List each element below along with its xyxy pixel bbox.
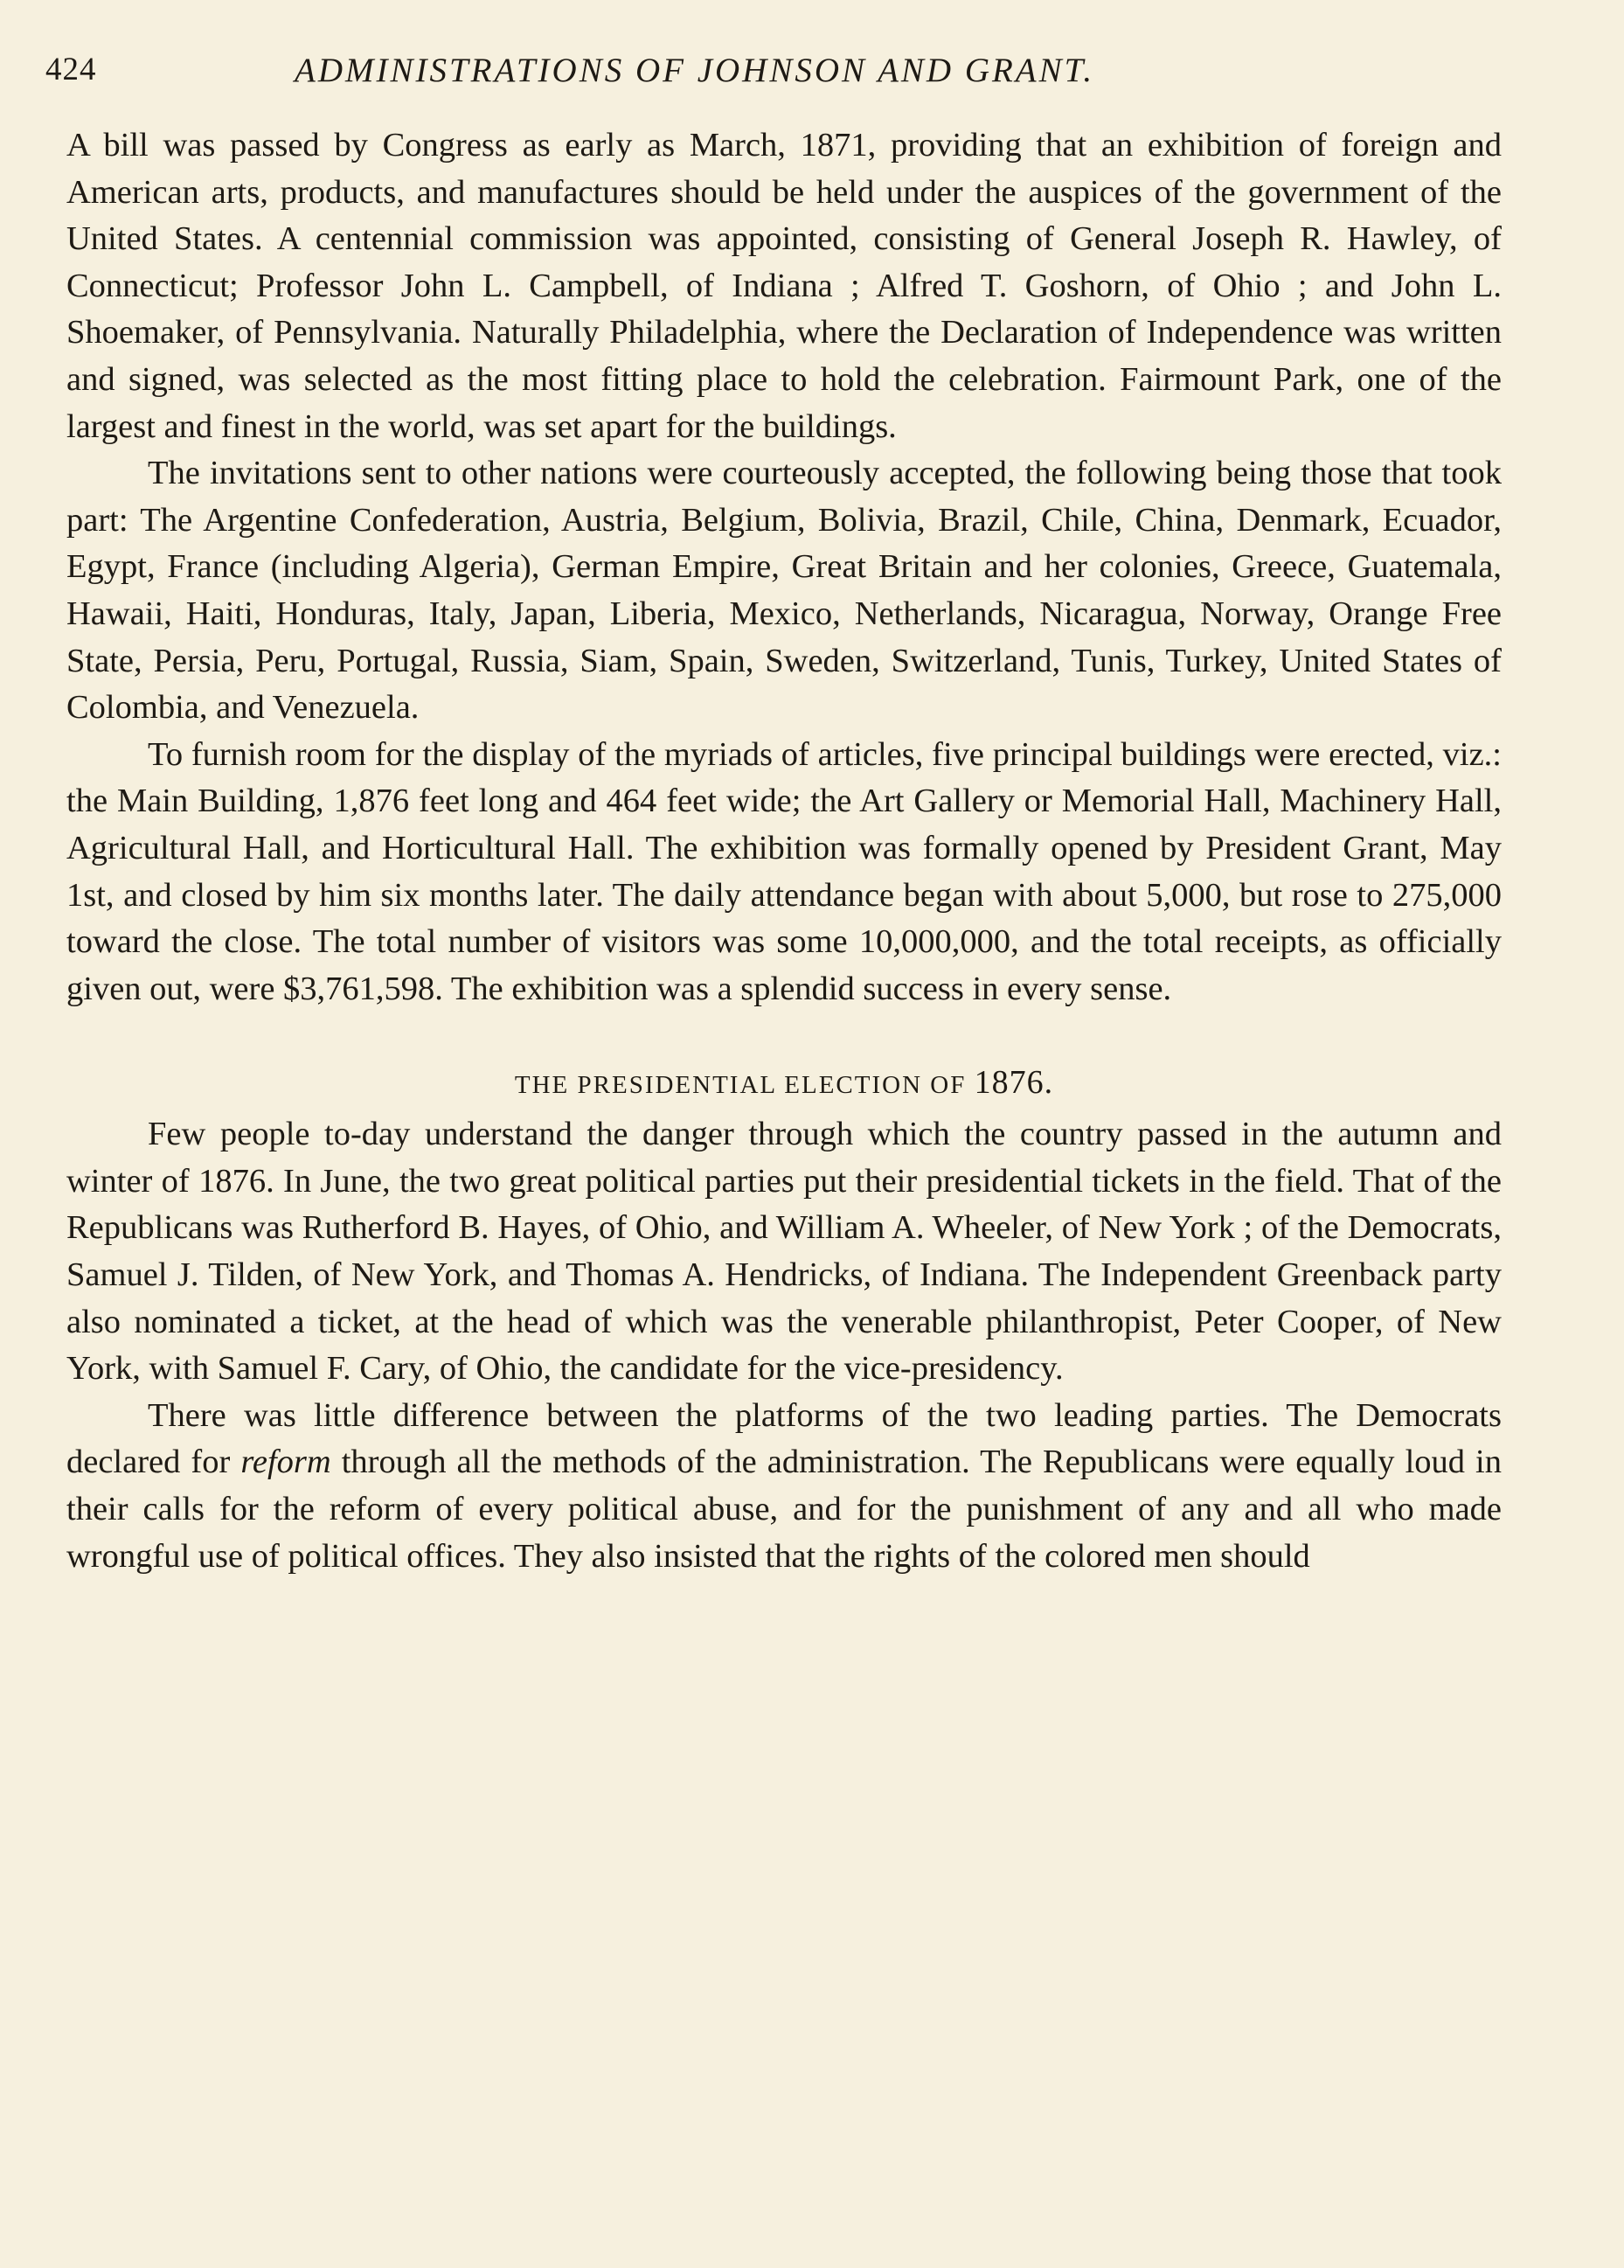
platforms-text-end: through all the methods of the administration. The Republicans were equally loud in their calls for the reform of every political abuse, and for the punishment of any and all who made wrongful use of political offices. They also insisted that the rights of the colored men should xyxy=(66,1444,1502,1575)
paragraph-exhibition-buildings: To furnish room for the display of the myriads of articles, five principal buildings were erected, viz.: the Main Building, 1,876 feet long and 464 feet wide; the Art Gallery or Memorial Hall, Machinery Hall, Agricultural Hall, and Horticultural Hall. The exhibition was formally opened by President Grant, May 1st, and closed by him six months later. The daily attendance began with about 5,000, but rose to 275,000 toward the close. The total number of visitors was some 10,000,000, and the total receipts, as officially given out, were $3,761,598. The exhibition was a splendid success in every sense. xyxy=(66,735,1502,1007)
page-header xyxy=(45,42,1514,103)
body-text xyxy=(66,122,1502,1580)
running-head: ADMINISTRATIONS OF JOHNSON AND GRANT. xyxy=(295,52,1095,89)
paragraph-centennial-bill: A bill was passed by Congress as early as March, 1871, providing that an exhibition of foreign and American arts, products, and manufactures should be held under the auspices of the government of the United States. A centennial commission was appointed, consisting of General Joseph R. Hawley, of Connecticut; Professor John L. Campbell, of Indiana ; Alfred T. Goshorn, of Ohio ; and John L. Shoemaker, of Pennsylvania. Naturally Philadelphia, where the Declaration of Independence was written and signed, was selected as the most fitting place to hold the celebration. Fairmount Park, one of the largest and finest in the world, was set apart for the buildings. xyxy=(66,127,1502,445)
section-heading-year: 1876. xyxy=(974,1064,1054,1102)
section-heading xyxy=(66,1065,1502,1103)
page-number: 424 xyxy=(45,52,97,87)
paragraph-participating-nations: The invitations sent to other nations were courteously accepted, the following being those that took part: The Argentine Confederation, Austria, Belgium, Bolivia, Brazil, Chile, China, Denmark, Ecuador, Egypt, France (including Algeria), German Empire, Great Britain and her colonies, Greece, Guatemala, Hawaii, Haiti, Honduras, Italy, Japan, Liberia, Mexico, Netherlands, Nicaragua, Norway, Orange Free State, Persia, Peru, Portugal, Russia, Siam, Spain, Sweden, Switzerland, Tunis, Turkey, United States of Colombia, and Venezuela. xyxy=(66,455,1502,727)
paragraph-election-tickets: Few people to-day understand the danger through which the country passed in the autumn and winter of 1876. In June, the two great political parties put their presidential tickets in the field. That of the Republicans was Rutherford B. Hayes, of Ohio, and William A. Wheeler, of New York ; of the Democrats, Samuel J. Tilden, of New York, and Thomas A. Hendricks, of Indiana. The Independent Greenback party also nominated a ticket, at the head of which was the venerable philanthropist, Peter Cooper, of New York, with Samuel F. Cary, of Ohio, the candidate for the vice-presidency. xyxy=(66,1116,1502,1388)
platforms-text-start: There was little difference between the platforms of the two leading parties. The Democrats declared for xyxy=(66,1396,1502,1481)
section-heading-text: THE PRESIDENTIAL ELECTION OF xyxy=(514,1071,967,1100)
emphasis-reform: reform xyxy=(240,1444,331,1481)
paragraph-party-platforms xyxy=(66,1393,1502,1580)
